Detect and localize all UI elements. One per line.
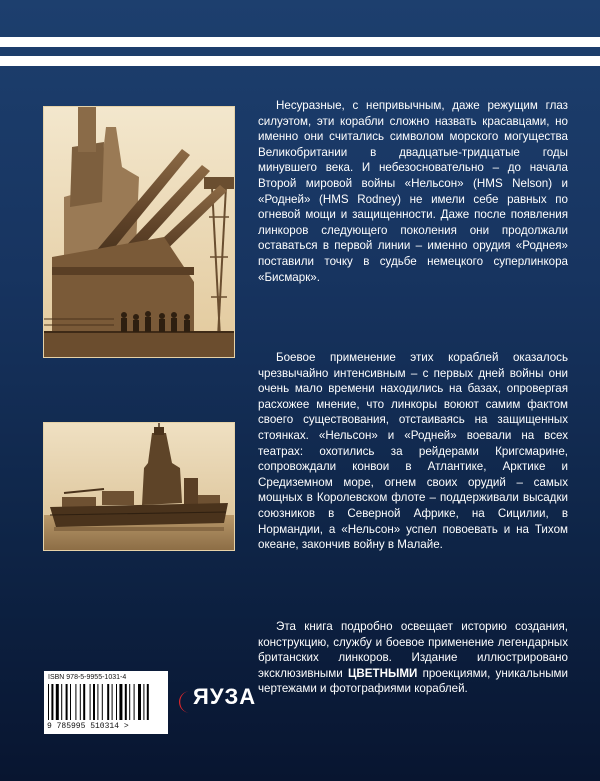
barcode-bar [116, 684, 117, 720]
description-paragraph-1: Несуразные, с непривычным, даже режущим глаз силуэтом, эти корабли сложно назвать красавцами, но именно они считались символом морского могущества Великобритании в двадцатые-тридцатые годы минувшего века. И небезосновательно – до начала Второй мировой войны «Нельсон» (HMS Nelson) и «Родней» (HMS Rodney) не имели себе равных по огневой мощи и защищенности. Даже после появления линкоров следующего поколения они продолжали оставаться в первой линии – именно орудия «Роднея» поставили точку в судьбе немецкого суперлинкора «Бисмарк». [258, 99, 568, 284]
barcode-bar [66, 684, 68, 720]
barcode-bar [107, 684, 109, 720]
battleship-guns-illustration [44, 107, 234, 357]
description-paragraph-2: Боевое применение этих кораблей оказалось чрезвычайно интенсивным – с первых дней войны они очень мало времени находились на базах, опровергая расхожее мнение, что линкоры воюют самим фактом своего существования, отстаиваясь на защищенных стоянках. «Нельсон» и «Родней» воевали на всех театрах: охотились за рейдерами Кригсмарине, сопровождали конвои в Атлантике, Арктике и Средиземном море, огнем своих орудий – самых мощных в Королевском флоте – поддерживали высадки союзников в Северной Африке, на Сицилии, в Нормандии, а «Нельсон» успел повоевать и на Тихом океане, закончив войну в Малайе. [258, 351, 568, 552]
barcode-bar [83, 684, 85, 720]
isbn-barcode-box [44, 671, 168, 734]
top-stripe-2 [0, 56, 600, 66]
paragraph-3-start: Эта книга подробно освещает историю создания, конструкцию, службу и боевое применение легендарных британских линкоров. Издание иллюстрировано эксклюзивными [258, 620, 568, 680]
description-paragraph-3 [258, 619, 568, 697]
barcode-bar [119, 684, 122, 720]
battleship-side-illustration [44, 423, 234, 550]
battleship-guns-photo [43, 106, 235, 358]
barcode-bar [147, 684, 149, 720]
barcode-bar [80, 684, 81, 720]
barcode-bar [48, 684, 49, 720]
barcode-bar [138, 684, 141, 720]
barcode-bar [61, 684, 62, 720]
barcode-bar [75, 684, 76, 720]
barcode-bar [125, 684, 127, 720]
barcode-bar [90, 684, 91, 720]
barcode-bar [51, 684, 53, 720]
barcode-bar [102, 684, 103, 720]
paragraph-3-emphasis: ЦВЕТНЫМИ [347, 666, 418, 680]
barcode-bar [112, 684, 113, 720]
barcode-icon [48, 684, 164, 722]
barcode-bar [134, 684, 135, 720]
barcode-bar [70, 684, 71, 720]
isbn-digits: 9 785995 510314 > [47, 722, 129, 731]
isbn-label: ISBN 978-5-9955-1031-4 [48, 674, 127, 681]
battleship-side-photo [43, 422, 235, 551]
barcode-bar [97, 684, 98, 720]
barcode-bar [143, 684, 144, 720]
barcode-bar [129, 684, 130, 720]
barcode-bar [56, 684, 59, 720]
red-crescent-icon [178, 690, 192, 714]
barcode-bar [93, 684, 95, 720]
top-stripe-1 [0, 37, 600, 47]
publisher-logo-text: ЯУЗА [193, 684, 257, 709]
paragraph-3-end: проекциями, уникальными чертежами и фотографиями кораблей. [258, 666, 568, 696]
